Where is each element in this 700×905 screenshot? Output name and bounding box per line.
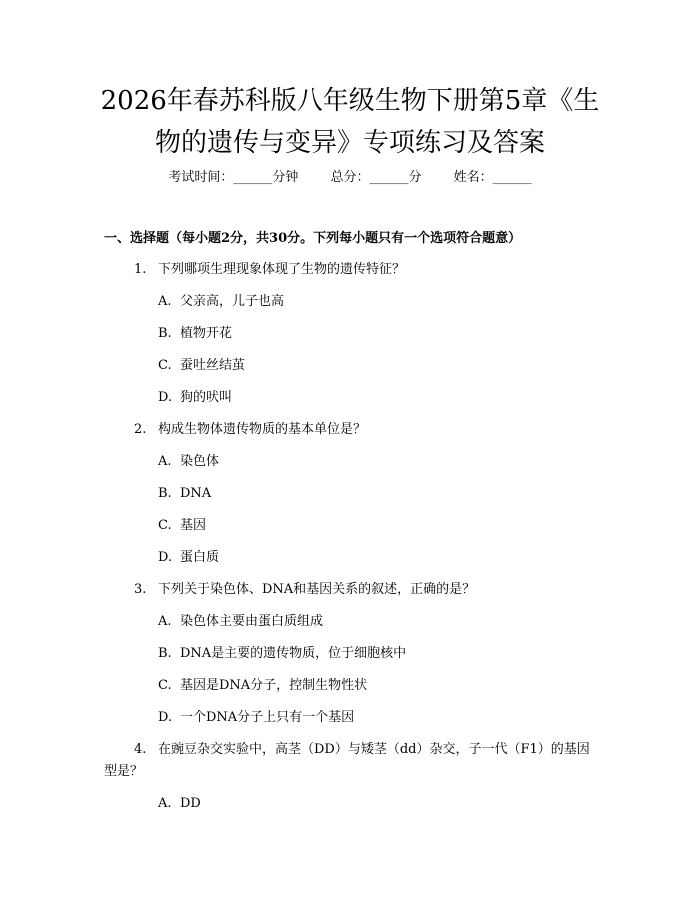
- option-b: [158, 484, 211, 504]
- option-letter: B.: [158, 326, 172, 341]
- option-text: 父亲高，儿子也高: [180, 294, 285, 309]
- option-a: [158, 794, 201, 814]
- title-line-2: 物的遗传与变异》专项练习及答案: [154, 128, 545, 158]
- option-d: [158, 388, 232, 408]
- option-text: 基因: [180, 518, 207, 533]
- option-text: 一个DNA分子上只有一个基因: [180, 710, 355, 725]
- option-text: 染色体: [180, 454, 220, 469]
- option-letter: C.: [158, 358, 172, 373]
- option-text: DNA是主要的遗传物质，位于细胞核中: [180, 646, 407, 661]
- title-line-1: 2026年春苏科版八年级生物下册第5章《生: [100, 86, 600, 116]
- exam-time-field: 考试时间：______分钟: [168, 170, 299, 185]
- option-text: 蛋白质: [180, 550, 220, 565]
- option-letter: D.: [158, 390, 173, 405]
- question-number: 2.: [134, 422, 147, 437]
- option-text: 蚕吐丝结茧: [180, 358, 246, 373]
- option-a: [158, 452, 219, 472]
- question-text-continuation: 型是？: [104, 764, 144, 779]
- section-heading: 一、选择题（每小题2分，共30分。下列每小题只有一个选项符合题意）: [104, 231, 522, 246]
- option-letter: D.: [158, 710, 173, 725]
- question-text: 下列关于染色体、DNA和基因关系的叙述，正确的是？: [158, 582, 476, 597]
- option-letter: A.: [158, 614, 172, 629]
- option-text: 基因是DNA分子，控制生物性状: [180, 678, 368, 693]
- option-letter: D.: [158, 550, 173, 565]
- question-number: 1.: [134, 262, 147, 277]
- option-letter: C.: [158, 518, 172, 533]
- question-number: 4.: [134, 742, 147, 757]
- option-c: [158, 356, 245, 376]
- question-text: 在豌豆杂交实验中，高茎（DD）与矮茎（dd）杂交，子一代（F1）的基因: [158, 742, 590, 757]
- exam-meta: [0, 168, 700, 188]
- option-letter: A.: [158, 454, 172, 469]
- option-d: [158, 708, 354, 728]
- option-text: 染色体主要由蛋白质组成: [180, 614, 324, 629]
- option-letter: C.: [158, 678, 172, 693]
- question-text: 构成生物体遗传物质的基本单位是？: [158, 422, 367, 437]
- document-title: [0, 80, 700, 164]
- option-text: 狗的吠叫: [180, 390, 233, 405]
- option-letter: B.: [158, 646, 172, 661]
- option-b: [158, 324, 232, 344]
- option-b: [158, 644, 406, 664]
- option-d: [158, 548, 219, 568]
- option-text: DD: [180, 796, 201, 811]
- option-text: DNA: [180, 486, 212, 501]
- option-letter: A.: [158, 796, 172, 811]
- option-text: 植物开花: [180, 326, 233, 341]
- option-a: [158, 292, 284, 312]
- total-score-field: 总分：______分: [330, 170, 422, 185]
- option-letter: B.: [158, 486, 172, 501]
- option-a: [158, 612, 323, 632]
- question-text: 下列哪项生理现象体现了生物的遗传特征？: [158, 262, 406, 277]
- option-c: [158, 516, 206, 536]
- question-number: 3.: [134, 582, 147, 597]
- option-c: [158, 676, 367, 696]
- student-name-field: 姓名：______: [453, 170, 532, 185]
- option-letter: A.: [158, 294, 172, 309]
